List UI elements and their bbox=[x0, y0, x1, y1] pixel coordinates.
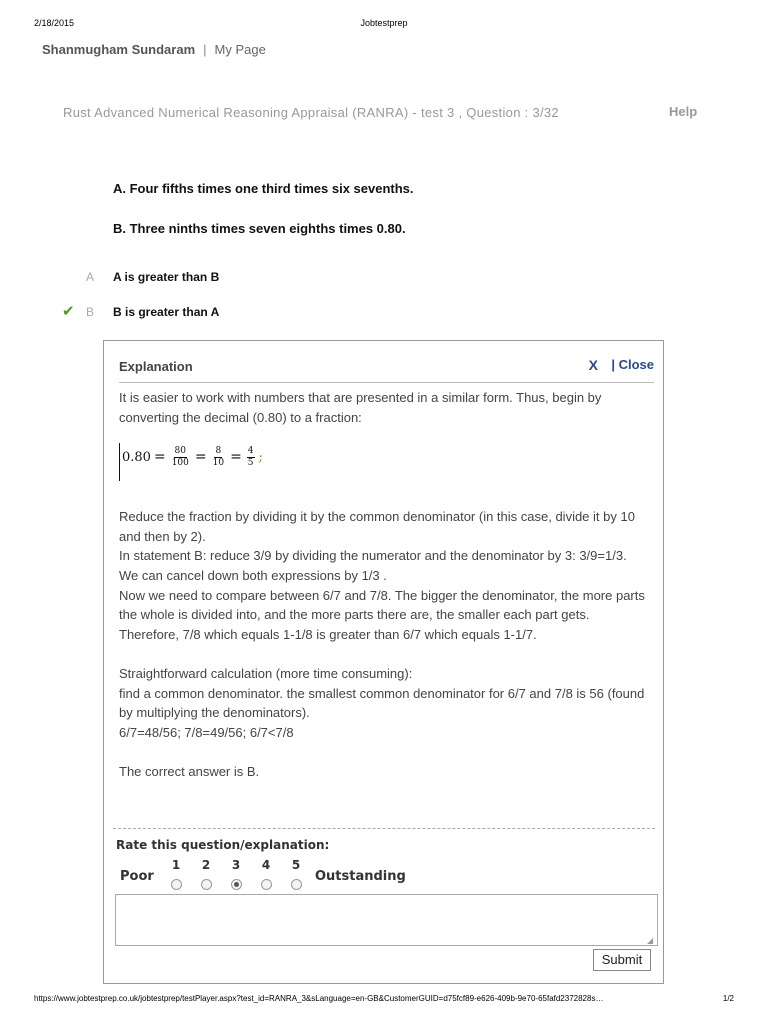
close-icon[interactable]: X bbox=[588, 357, 598, 373]
rating-radio-5[interactable] bbox=[291, 879, 302, 890]
fraction-numerator: 4 bbox=[247, 446, 254, 457]
resize-grip-icon[interactable]: ◢ bbox=[647, 936, 654, 945]
explanation-intro: It is easier to work with numbers that are presented in a similar form. Thus, begin by converting the decimal (0.80) to a fraction: bbox=[119, 390, 602, 425]
fraction-numerator: 80 bbox=[174, 446, 186, 457]
option-text: B is greater than A bbox=[113, 305, 220, 319]
equals-sign: = bbox=[194, 448, 207, 465]
fraction-numerator: 8 bbox=[215, 446, 222, 457]
correct-answer-text: The correct answer is B. bbox=[119, 763, 260, 779]
rating-radio-1[interactable] bbox=[171, 879, 182, 890]
fraction-denominator: 10 bbox=[212, 458, 225, 469]
rating-high-label: Outstanding bbox=[315, 869, 406, 884]
fraction bbox=[171, 446, 190, 469]
statement-a: A. Four fifths times one third times six sevenths. bbox=[113, 181, 414, 196]
rating-title: Rate this question/explanation: bbox=[116, 838, 330, 852]
rating-low-label: Poor bbox=[120, 869, 154, 884]
rating-radio-4[interactable] bbox=[261, 879, 272, 890]
user-name: Shanmugham Sundaram bbox=[42, 42, 196, 57]
fraction bbox=[212, 446, 225, 469]
rating-number: 3 bbox=[231, 858, 241, 872]
comment-textarea[interactable] bbox=[115, 894, 658, 946]
print-header bbox=[34, 18, 734, 32]
explanation-header bbox=[119, 357, 654, 383]
rating-radio-2[interactable] bbox=[201, 879, 212, 890]
rating-number: 5 bbox=[291, 858, 301, 872]
text-cursor bbox=[119, 443, 120, 481]
divider bbox=[113, 828, 655, 829]
statement-b: B. Three ninths times seven eighths times 0.80. bbox=[113, 221, 406, 236]
checkmark-icon: ✔ bbox=[62, 303, 75, 320]
my-page-link[interactable]: My Page bbox=[214, 42, 266, 57]
explanation-paragraph: In statement B: reduce 3/9 by dividing the numerator and the denominator by 3: 3/9=1/3. We can cancel down both expressions by 1/3 . bbox=[119, 548, 627, 583]
explanation-paragraph: find a common denominator. the smallest common denominator for 6/7 and 7/8 is 56 (found by multiplying the denominators). bbox=[119, 685, 645, 721]
print-footer bbox=[34, 994, 734, 1006]
rating-radio-3[interactable] bbox=[231, 879, 242, 890]
print-url: https://www.jobtestprep.co.uk/jobtestprep/testPlayer.aspx?test_id=RANRA_3&sLanguage=en-GB&CustomerGUID=d75fcf89-e626-409b-9e70-65fafd2372828s… bbox=[34, 994, 604, 1003]
fraction-denominator: 5 bbox=[247, 458, 254, 469]
close-link[interactable]: | Close bbox=[611, 357, 654, 372]
submit-button[interactable]: Submit bbox=[593, 949, 651, 971]
option-letter: A bbox=[86, 270, 95, 284]
formula-lhs: 0.80 bbox=[122, 449, 151, 465]
user-bar bbox=[42, 42, 266, 57]
explanation-paragraph: Now we need to compare between 6/7 and 7/8. The bigger the denominator, the more parts the whole is divided into, and the more parts there are, the smaller each part gets. Therefore, 7/8 which equals 1-1/8 is greater than 6/7 which equals 1-1/7. bbox=[119, 587, 645, 642]
option-letter: B bbox=[86, 305, 95, 319]
math-formula bbox=[119, 443, 649, 483]
formula-end: ; bbox=[258, 449, 263, 465]
rating-number: 2 bbox=[201, 858, 211, 872]
explanation-paragraph: Reduce the fraction by dividing it by the common denominator (in this case, divide it by 10 and then by 2). bbox=[119, 509, 635, 544]
print-title: Jobtestprep bbox=[360, 18, 408, 28]
equals-sign: = bbox=[153, 448, 166, 465]
explanation-panel bbox=[103, 340, 664, 984]
rating-number: 1 bbox=[171, 858, 181, 872]
help-link[interactable]: Help bbox=[669, 104, 698, 119]
fraction-denominator: 100 bbox=[171, 458, 189, 469]
user-bar-separator: | bbox=[203, 42, 207, 57]
explanation-paragraph: 6/7=48/56; 7/8=49/56; 6/7<7/8 bbox=[119, 724, 294, 740]
test-title: Rust Advanced Numerical Reasoning Appraisal (RANRA) - test 3 , Question : 3/32 bbox=[63, 105, 559, 120]
explanation-paragraph: Straightforward calculation (more time consuming): bbox=[119, 665, 413, 681]
explanation-body bbox=[119, 388, 649, 782]
equals-sign: = bbox=[230, 448, 242, 465]
explanation-title: Explanation bbox=[119, 359, 193, 374]
print-page-number: 1/2 bbox=[722, 994, 734, 1003]
option-text: A is greater than B bbox=[113, 270, 220, 284]
fraction bbox=[247, 446, 255, 469]
rating-number: 4 bbox=[261, 858, 271, 872]
print-date: 2/18/2015 bbox=[34, 18, 75, 28]
